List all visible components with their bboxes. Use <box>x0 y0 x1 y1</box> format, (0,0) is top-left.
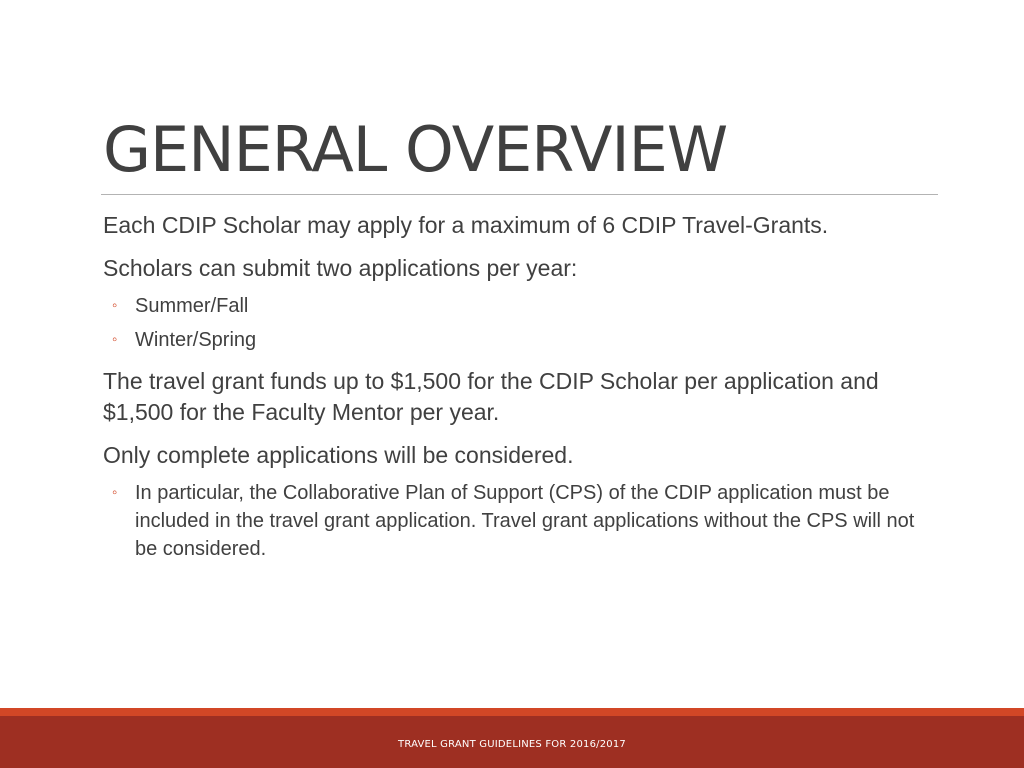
sub-bullet-item <box>103 292 933 320</box>
body-paragraph: Only complete applications will be considered. <box>103 442 574 468</box>
sub-bullet-list <box>103 292 933 354</box>
body-paragraph: Scholars can submit two applications per year: <box>103 255 578 281</box>
slide-title: GENERAL OVERVIEW <box>103 113 728 186</box>
sub-bullet-list <box>103 479 933 563</box>
sub-bullet-text: Summer/Fall <box>135 295 249 317</box>
body-paragraph: The travel grant funds up to $1,500 for the CDIP Scholar per application and $1,500 for the Faculty Mentor per year. <box>103 368 879 425</box>
sub-bullet-text: In particular, the Collaborative Plan of Support (CPS) of the CDIP application must be included in the travel grant application. Travel grant applications without the CPS will not be considered. <box>135 482 915 560</box>
footer-accent-stripe <box>0 708 1024 716</box>
bullet-circle-icon: ◦ <box>112 484 118 501</box>
sub-bullet-text: Winter/Spring <box>135 329 257 351</box>
bullet-circle-icon: ◦ <box>112 297 118 314</box>
sub-bullet-item <box>103 479 933 563</box>
title-divider <box>101 194 938 195</box>
bullet-circle-icon: ◦ <box>112 331 118 348</box>
slide-body <box>103 210 933 575</box>
footer-text: TRAVEL GRANT GUIDELINES FOR 2016/2017 <box>398 739 626 750</box>
body-paragraph: Each CDIP Scholar may apply for a maximum of 6 CDIP Travel-Grants. <box>103 212 829 238</box>
sub-bullet-item <box>103 326 933 354</box>
